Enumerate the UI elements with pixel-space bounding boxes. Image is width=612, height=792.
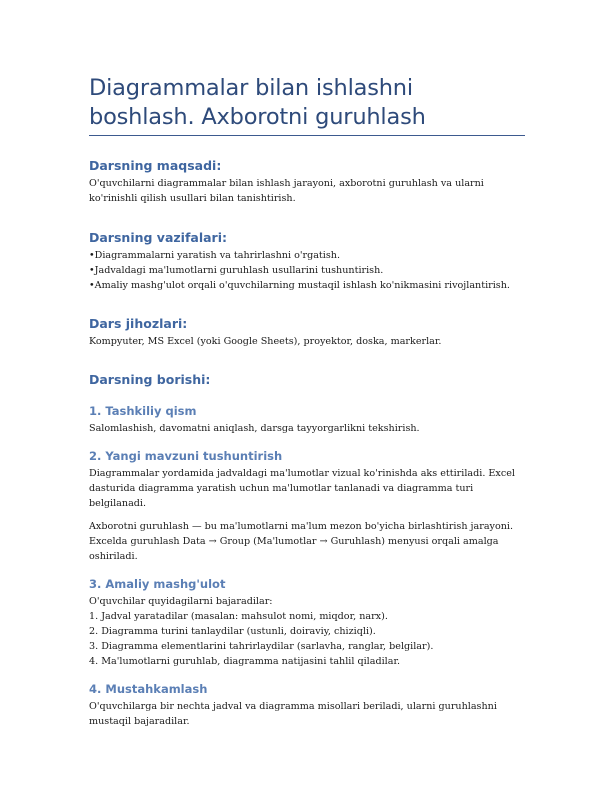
mustahkamlash-heading: 4. Mustahkamlash — [89, 682, 208, 696]
section-vazifalar — [89, 230, 525, 293]
document-page — [89, 74, 525, 729]
list-item: 3. Diagramma elementlarini tahrirlaydilar (sarlavha, ranglar, belgilar). — [89, 641, 434, 652]
list-item: 2. Diagramma turini tanlaydilar (ustunli, doiraviy, chiziqli). — [89, 626, 376, 637]
yangi-mavzu-paragraph-2: Axborotni guruhlash — bu ma'lumotlarni ma'lum mezon bo'yicha birlashtirish jarayoni. Excelda guruhlash Data → Group (Ma'lumotlar → Guruhlash) menyusi orqali amalga oshiriladi. — [89, 521, 514, 562]
subsection-tashkiliy — [89, 404, 525, 436]
title-underline — [89, 135, 525, 136]
section-jihozlar — [89, 316, 525, 349]
amaliy-heading: 3. Amaliy mashg'ulot — [89, 577, 226, 591]
list-item: • Jadvaldagi ma'lumotlarni guruhlash usullarini tushuntirish. — [89, 263, 525, 278]
amaliy-list — [89, 609, 525, 669]
subsection-yangi-mavzu — [89, 449, 525, 564]
document-title: Diagrammalar bilan ishlashni boshlash. Axborotni guruhlash — [89, 75, 426, 130]
list-item: • Diagrammalarni yaratish va tahrirlashni o'rgatish. — [89, 248, 525, 263]
subsection-mustahkamlash — [89, 682, 525, 729]
mustahkamlash-text: O'quvchilarga bir nechta jadval va diagramma misollari beriladi, ularni guruhlashni mustaqil bajaradilar. — [89, 701, 497, 727]
yangi-mavzu-paragraph-1: Diagrammalar yordamida jadvaldagi ma'lumotlar vizual ko'rinishda aks ettiriladi. Excel dasturida diagramma yaratish uchun ma'lumotlar tanlanadi va diagramma turi belgilanadi. — [89, 468, 515, 509]
borishi-heading: Darsning borishi: — [89, 372, 211, 387]
jihozlar-text: Kompyuter, MS Excel (yoki Google Sheets), proyektor, doska, markerlar. — [89, 336, 442, 347]
vazifalar-heading: Darsning vazifalari: — [89, 230, 227, 245]
jihozlar-heading: Dars jihozlari: — [89, 316, 188, 331]
yangi-mavzu-heading: 2. Yangi mavzuni tushuntirish — [89, 449, 283, 463]
subsection-amaliy — [89, 577, 525, 669]
list-item: 1. Jadval yaratadilar (masalan: mahsulot nomi, miqdor, narx). — [89, 611, 388, 622]
section-maqsad — [89, 158, 525, 206]
tashkiliy-text: Salomlashish, davomatni aniqlash, darsga tayyorgarlikni tekshirish. — [89, 423, 420, 434]
tashkiliy-heading: 1. Tashkiliy qism — [89, 404, 197, 418]
list-item: 4. Ma'lumotlarni guruhlab, diagramma natijasini tahlil qiladilar. — [89, 656, 401, 667]
maqsad-text: O'quvchilarni diagrammalar bilan ishlash jarayoni, axborotni guruhlash va ularni ko'rinishli qilish usullari bilan tanishtirish. — [89, 178, 484, 204]
amaliy-intro: O'quvchilar quyidagilarni bajaradilar: — [89, 596, 273, 607]
maqsad-heading: Darsning maqsadi: — [89, 158, 222, 173]
vazifalar-list — [89, 248, 525, 293]
section-borishi — [89, 372, 525, 729]
list-item: • Amaliy mashg'ulot orqali o'quvchilarning mustaqil ishlash ko'nikmasini rivojlantirish. — [89, 278, 525, 293]
